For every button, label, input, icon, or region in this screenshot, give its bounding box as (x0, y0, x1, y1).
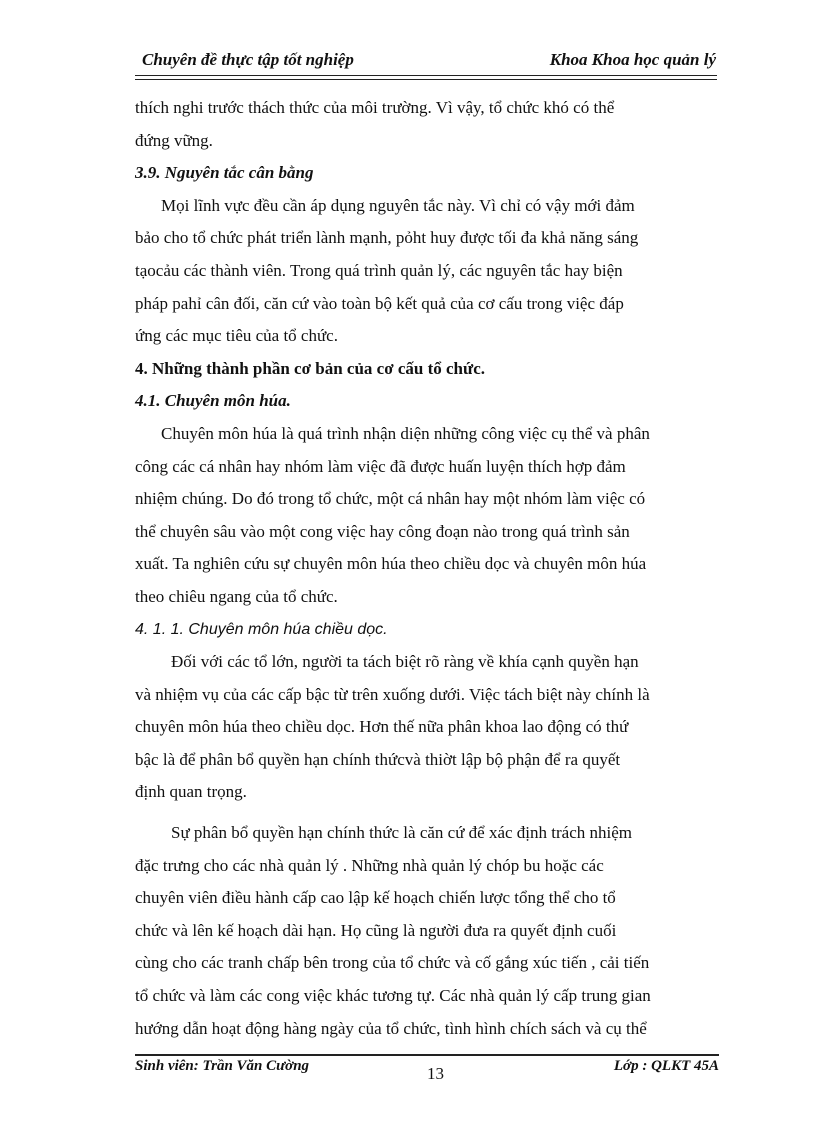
text-line: tổ chức và làm các cong việc khác tương tự. Các nhà quản lý cấp trung gian (135, 986, 651, 1006)
footer-class: Lớp : QLKT 45A (613, 1058, 719, 1074)
footer-divider (135, 1054, 719, 1056)
footer-student: Sinh viên: Trần Văn Cường (135, 1058, 310, 1074)
text-line: ứng các mục tiêu của tổ chức. (135, 326, 338, 346)
text-line: tạocảu các thành viên. Trong quá trình quản lý, các nguyên tắc hay biện (135, 260, 623, 280)
text-line: cùng cho các tranh chấp bên trong của tổ chức và cố gắng xúc tiến , cải tiến (135, 953, 650, 973)
text-line: theo chiêu ngang của tổ chức. (135, 586, 338, 606)
paragraph-continued (135, 92, 719, 157)
text-line: bảo cho tổ chức phát triển lành mạnh, pỏht huy được tối đa khả năng sáng (135, 228, 639, 248)
text-line: bậc là để phân bổ quyền hạn chính thứcvà thiờt lập bộ phận để ra quyết (135, 749, 621, 769)
header-title: Chuyên đề thực tập tốt nghiệp (142, 50, 354, 69)
heading-3-9: 3.9. Nguyên tắc cân bằng (135, 163, 314, 183)
text-line: Sự phân bổ quyền hạn chính thức là căn cứ để xác định trách nhiệm (171, 823, 633, 843)
text-line: định quan trọng. (135, 782, 247, 802)
paragraph-authority (135, 817, 719, 1045)
text-line: thích nghi trước thách thức của môi trường. Vì vậy, tổ chức khó có thể (135, 98, 615, 117)
paragraph-specialization (135, 418, 719, 614)
text-line: chuyên viên điều hành cấp cao lập kế hoạch chiến lược tổng thể cho tổ (135, 888, 616, 908)
heading-4-1: 4.1. Chuyên môn húa. (135, 391, 291, 411)
page-body (135, 92, 719, 1045)
text-line: nhiệm chúng. Do đó trong tổ chức, một cá nhân hay một nhóm làm việc có (135, 489, 646, 509)
text-line: hướng dẫn hoạt động hàng ngày của tổ chức, tình hình chích sách và cụ thể (135, 1018, 647, 1038)
header-divider (135, 75, 717, 80)
heading-4-1-1: 4. 1. 1. Chuyên môn húa chiều dọc. (135, 620, 388, 638)
text-line: pháp pahỉ cân đối, căn cứ vào toàn bộ kết quả của cơ cấu trong việc đáp (135, 293, 624, 313)
text-line: chuyên môn húa theo chiều dọc. Hơn thế nữa phân khoa lao động có thứ (135, 717, 629, 737)
paragraph-balance (135, 190, 719, 353)
heading-4: 4. Những thành phần cơ bản của cơ cấu tổ chức. (135, 358, 486, 378)
text-line: thể chuyên sâu vào một cong việc hay công đoạn nào trong quá trình sản (135, 521, 630, 541)
text-line: Mọi lĩnh vực đều cần áp dụng nguyên tắc này. Vì chỉ có vậy mới đảm (161, 195, 635, 215)
text-line: đặc trưng cho các nhà quản lý . Những nhà quản lý chóp bu hoặc các (135, 855, 604, 875)
text-line: Chuyên môn húa là quá trình nhận diện những công việc cụ thể và phân (161, 423, 650, 443)
header-faculty: Khoa Khoa học quản lý (549, 50, 716, 69)
paragraph-vertical (135, 646, 719, 809)
page-number: 13 (427, 1064, 444, 1083)
text-line: đứng vững. (135, 130, 213, 150)
page-footer (135, 1058, 719, 1084)
text-line: công các cá nhân hay nhóm làm việc đã được huấn luyện thích hợp đảm (135, 456, 626, 476)
page-header (142, 50, 716, 76)
text-line: chức và lên kế hoạch dài hạn. Họ cũng là người đưa ra quyết định cuối (135, 920, 617, 940)
text-line: và nhiệm vụ của các cấp bậc từ trên xuống dưới. Việc tách biệt này chính là (135, 684, 650, 704)
text-line: xuất. Ta nghiên cứu sự chuyên môn húa theo chiều dọc và chuyên môn húa (135, 554, 647, 574)
text-line: Đối với các tổ lớn, người ta tách biệt rõ ràng về khía cạnh quyền hạn (171, 652, 639, 672)
